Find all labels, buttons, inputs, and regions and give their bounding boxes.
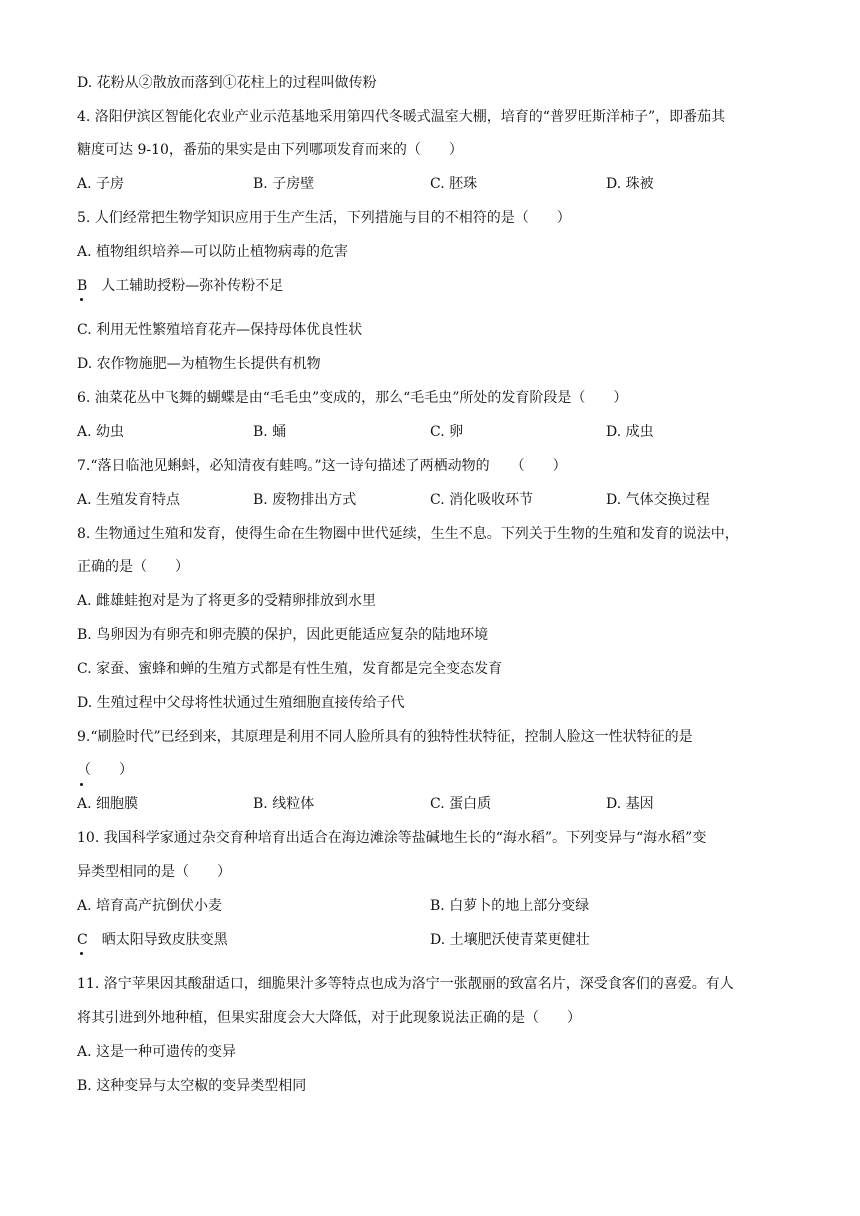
q5-stem: 5. 人们经常把生物学知识应用于生产生活，下列措施与目的不相符的是（ ）: [77, 210, 571, 226]
q3-option-d: D. 花粉从②散放而落到①花柱上的过程叫做传粉: [77, 75, 377, 91]
q7-option-b: B. 废物排出方式: [253, 492, 357, 508]
q11-option-b: B. 这种变异与太空椒的变异类型相同: [77, 1078, 307, 1094]
q5-option-a: A. 植物组织培养—可以防止植物病毒的危害: [77, 244, 349, 260]
q4-option-d: D. 珠被: [606, 176, 654, 192]
q4-stem-line-1: 4. 洛阳伊滨区智能化农业产业示范基地采用第四代冬暖式温室大棚，培育的“普罗旺斯洋柿子”，即番茄其: [77, 109, 726, 125]
q9-stem-line-1: 9.“刷脸时代”已经到来，其原理是利用不同人脸所具有的独特性状特征，控制人脸这一性状特征的是: [77, 729, 693, 745]
q6-stem: 6. 油菜花丛中飞舞的蝴蝶是由“毛毛虫”变成的，那么“毛毛虫”所处的发育阶段是（ ）: [77, 390, 628, 406]
q8-option-c: C. 家蚕、蜜蜂和蝉的生殖方式都是有性生殖，发育都是完全变态发育: [77, 661, 503, 677]
q9-options: [77, 794, 797, 814]
q6-option-b: B. 蛹: [253, 424, 287, 440]
q4-stem-line-2: 糖度可达 9-10，番茄的果实是由下列哪项发育而来的（ ）: [77, 142, 463, 158]
q7-stem: 7.“落日临池见蝌蚪，必知清夜有蛙鸣。”这一诗句描述了两栖动物的 （ ）: [77, 458, 567, 474]
q7-option-a: A. 生殖发育特点: [77, 492, 181, 508]
q10-option-d: D. 土壤肥沃使青菜更健壮: [430, 932, 590, 948]
q7-options: [77, 490, 797, 510]
q4-option-c: C. 胚珠: [430, 176, 478, 192]
q4-options: [77, 174, 797, 194]
q9-option-d: D. 基因: [606, 796, 654, 812]
q10-option-a: A. 培育高产抗倒伏小麦: [77, 898, 223, 914]
q5-b-dot-mark: [80, 298, 83, 301]
q11-stem-line-1: 11. 洛宁苹果因其酸甜适口，细脆果汁多等特点也成为洛宁一张靓丽的致富名片，深受食客们的喜爱。有人: [77, 976, 734, 992]
q10-option-b: B. 白萝卜的地上部分变绿: [430, 898, 590, 914]
q6-option-d: D. 成虫: [606, 424, 654, 440]
q10-option-c: C 晒太阳导致皮肤变黑: [77, 932, 228, 948]
q7-option-d: D. 气体交换过程: [606, 492, 710, 508]
q5-option-d: D. 农作物施肥—为植物生长提供有机物: [77, 356, 321, 372]
q9-dot-mark: [80, 783, 83, 786]
q8-option-b: B. 鸟卵因为有卵壳和卵壳膜的保护，因此更能适应复杂的陆地环境: [77, 627, 489, 643]
q8-stem-line-1: 8. 生物通过生殖和发育，使得生命在生物圈中世代延续，生生不息。下列关于生物的生殖和发育的说法中，: [77, 526, 739, 542]
q7-option-c: C. 消化吸收环节: [430, 492, 534, 508]
q10-options-row-2: [77, 930, 797, 950]
q4-option-a: A. 子房: [77, 176, 125, 192]
q11-stem-line-2: 将其引进到外地种植，但果实甜度会大大降低，对于此现象说法正确的是（ ）: [77, 1010, 581, 1026]
q5-option-b: B 人工辅助授粉—弥补传粉不足: [77, 278, 284, 294]
q6-options: [77, 422, 797, 442]
q10-c-dot-mark: [80, 952, 83, 955]
q9-stem-line-2: （ ）: [77, 762, 133, 778]
q11-option-a: A. 这是一种可遗传的变异: [77, 1044, 237, 1060]
q8-option-d: D. 生殖过程中父母将性状通过生殖细胞直接传给子代: [77, 695, 405, 711]
q9-option-b: B. 线粒体: [253, 796, 315, 812]
q10-options-row-1: [77, 896, 797, 916]
q6-option-a: A. 幼虫: [77, 424, 125, 440]
q5-option-c: C. 利用无性繁殖培育花卉—保持母体优良性状: [77, 322, 363, 338]
q9-option-a: A. 细胞膜: [77, 796, 139, 812]
q9-option-c: C. 蛋白质: [430, 796, 492, 812]
q8-stem-line-2: 正确的是（ ）: [77, 559, 189, 575]
q10-stem-line-2: 异类型相同的是（ ）: [77, 864, 231, 880]
q8-option-a: A. 雌雄蛙抱对是为了将更多的受精卵排放到水里: [77, 593, 377, 609]
q4-option-b: B. 子房壁: [253, 176, 315, 192]
q10-stem-line-1: 10. 我国科学家通过杂交育种培育出适合在海边滩涂等盐碱地生长的“海水稻”。下列变异与“海水稻”变: [77, 830, 707, 846]
q6-option-c: C. 卵: [430, 424, 464, 440]
